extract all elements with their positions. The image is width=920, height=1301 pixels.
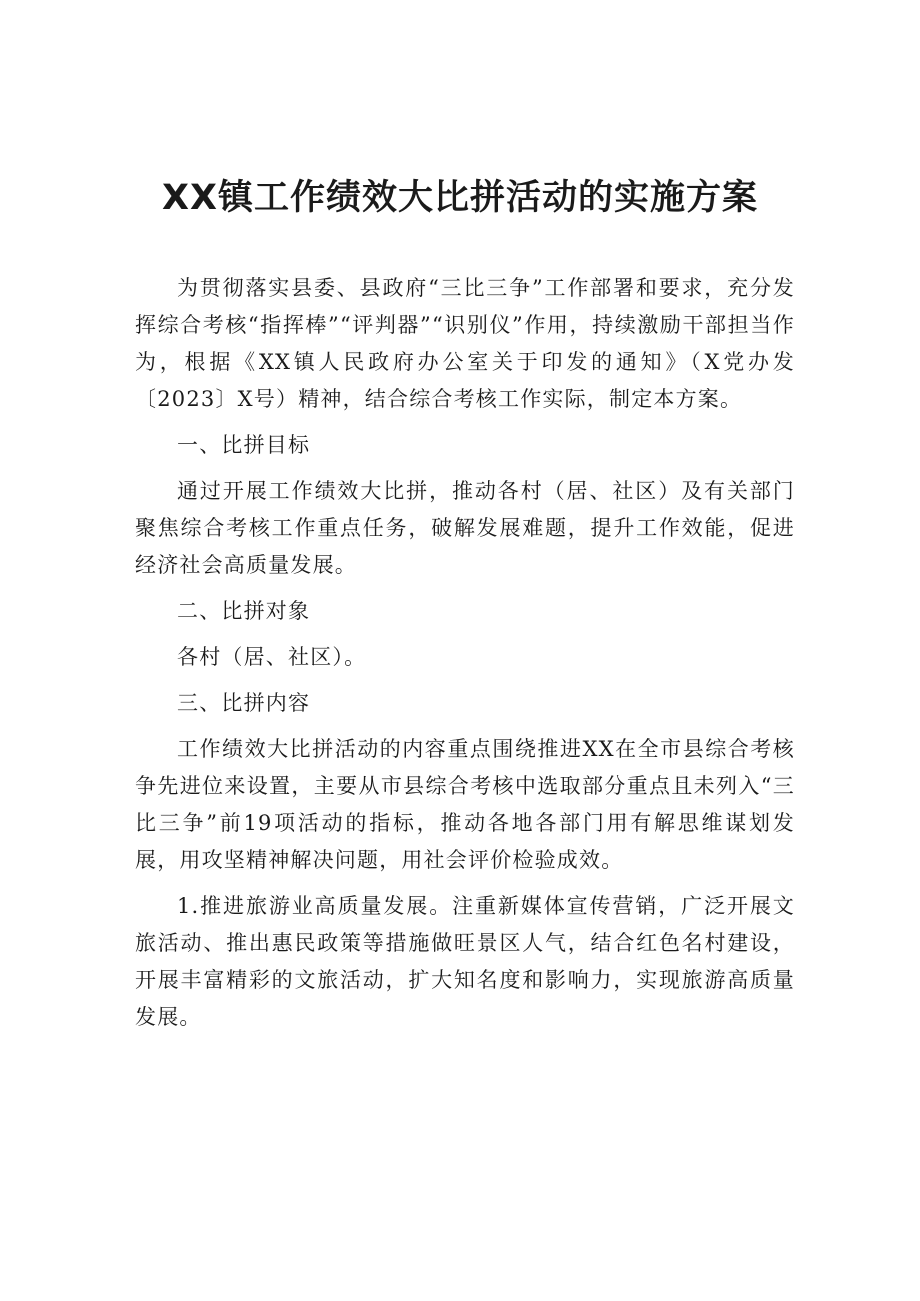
document-title: XX镇工作绩效大比拼活动的实施方案 [162,178,758,218]
section-body-goals: 通过开展工作绩效大比拼，推动各村（居、社区）及有关部门聚焦综合考核工作重点任务，破解发展难题，提升工作效能，促进经济社会高质量发展。 [135,479,795,577]
document-body [135,270,795,1045]
content-item-tourism: 1.推进旅游业高质量发展。注重新媒体宣传营销，广泛开展文旅活动、推出惠民政策等措施做旺景区人气，结合红色名村建设，开展丰富精彩的文旅活动，扩大知名度和影响力，实现旅游高质量发展。 [135,894,795,1029]
section-body-content: 工作绩效大比拼活动的内容重点围绕推进XX在全市县综合考核争先进位来设置，主要从市县综合考核中选取部分重点且未列入“三比三争”前19项活动的指标，推动各地各部门用有解思维谋划发展，用攻坚精神解决问题，用社会评价检验成效。 [135,737,795,872]
section-heading-goals: 一、比拼目标 [177,433,311,457]
section-heading-content: 三、比拼内容 [177,691,311,715]
intro-paragraph: 为贯彻落实县委、县政府“三比三争”工作部署和要求，充分发挥综合考核“指挥棒”“评判器”“识别仪”作用，持续激励干部担当作为，根据《XX镇人民政府办公室关于印发的通知》（X党办发〔2023〕X号）精神，结合综合考核工作实际，制定本方案。 [135,276,795,411]
section-body-targets: 各村（居、社区）。 [177,645,367,669]
section-heading-targets: 二、比拼对象 [177,599,311,623]
